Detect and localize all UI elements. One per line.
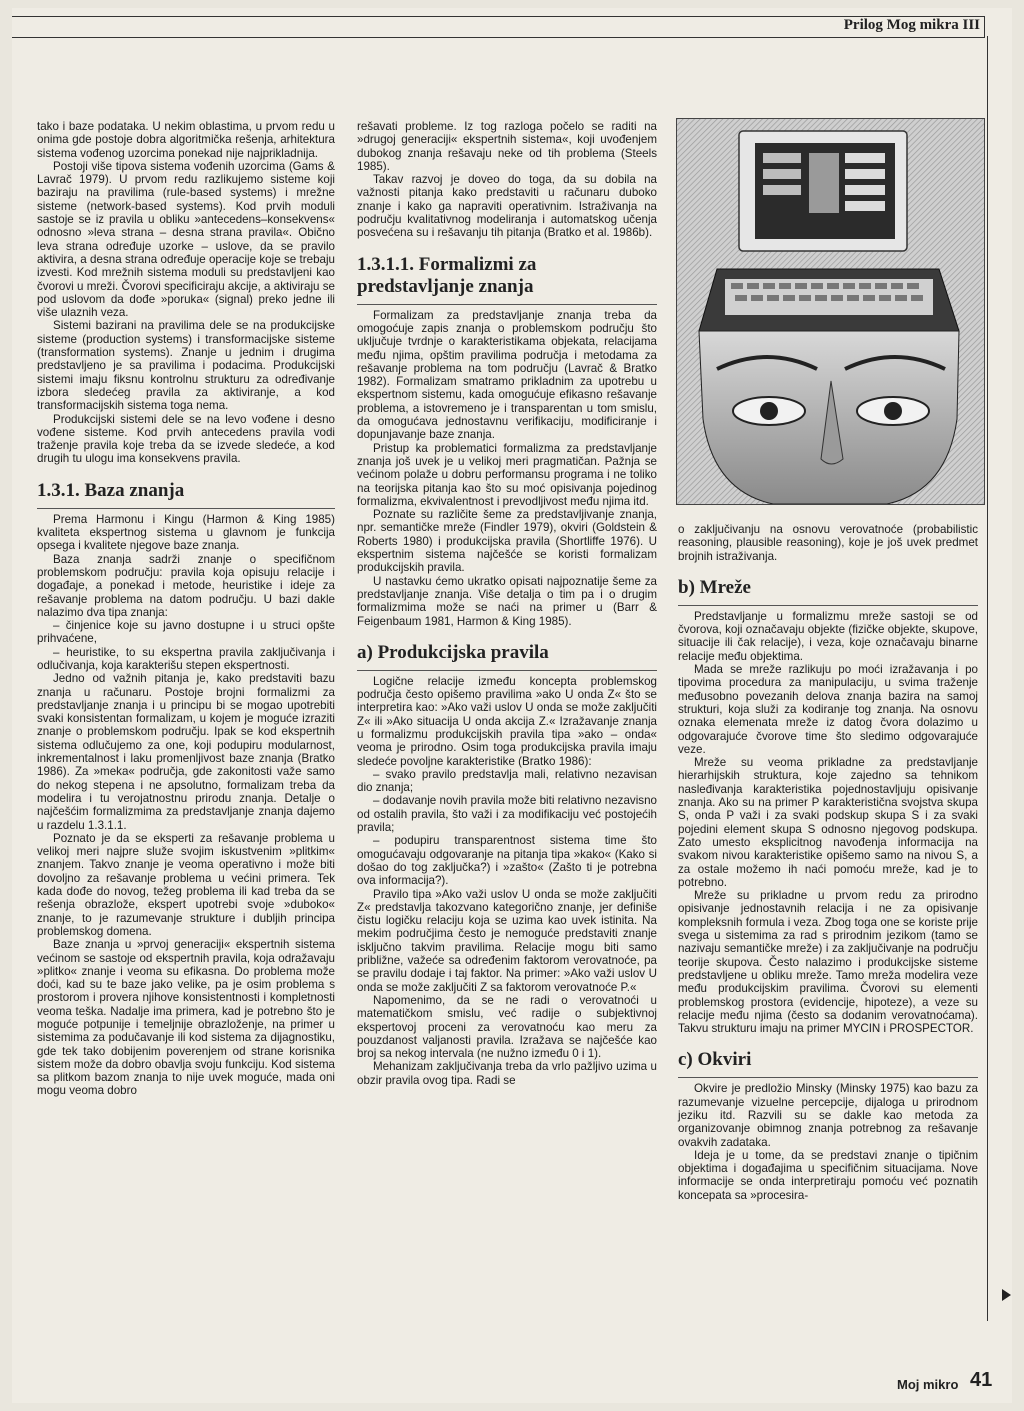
paragraph: Okvire je predložio Minsky (Minsky 1975) kao bazu za razumevanje vizuelne percepcije, dijaloga u prirodnom jeziku itd. Razvili su se dakle kao metoda za organizovanje obimnog znanja potrebnog za rešavanje ovakvih zadataka. (678, 1082, 978, 1149)
paragraph: Napomenimo, da se ne radi o verovatnoći u matematičkom smislu, već radije o subjektivnoj ekspertovoj proceni za verovatnoću kao meru za pouzdanost valjanosti pravila. Izražava se najčešće kao broj sa nekog intervala (ne nužno između 0 i 1). (357, 993, 657, 1061)
paragraph: Formalizam za predstavljanje znanja treba da omogoćuje zapis znanja o problemskom području što uključuje tvrdnje o karakteristikama objekata, relacijama među njima, opštim pravilima područja i metodama za rešavanje problema na tom području (Lavrač & Bratko 1982). Formalizam smatramo prikladnim za upotrebu u ekspertnom sistemu, kada omogućuje efikasno rešavanje problema, a istovremeno je i transparentan u tom smislu, da omogućava jednostavnu verifikaciju, modificiranje i dopunjavanje baze znanja. (357, 308, 657, 442)
paragraph: Predstavljanje u formalizmu mreže sastoji se od čvorova, koji označavaju objekte (fizičke objekte, skupove, situacije ili čak relacije), i veza, koje označavaju binarne relacije među objektima. (678, 609, 978, 663)
side-rule (987, 36, 988, 1321)
paragraph: Prema Harmonu i Kingu (Harmon & King 1985) kvaliteta ekspertnog sistema u glavnom je funkcija opsega i kvalitete njegove baze znanja. (37, 512, 335, 553)
paragraph: Mada se mreže razlikuju po moći izražavanja i po tipovima procedura za manipulaciju, u svima traženje međusobno povezanih delova znanja bazira na samoj strukturi, koja služi za kodiranje tog znanja. Na osnovu oznaka elemenata mreže iz datog čvora dolazimo u odgovarajuće čvorove time što sledimo odgovarajuće veze. (678, 663, 978, 756)
list-item: – dodavanje novih pravila može biti relativno nezavisno od ostalih pravila, što važi i za modifikaciju već postojećih pravila; (357, 794, 657, 835)
paragraph: Takav razvoj je doveo do toga, da su dobila na važnosti pitanja kako predstaviti u računaru duboko znanje i kako ga napraviti operativnim. Istraživanja na području kvalitativnog modeliranja i automatskog učenja posvećena su i rešavanju tih pitanja (Bratko et al. 1986b). (357, 173, 657, 240)
list-item: – svako pravilo predstavlja mali, relativno nezavisan dio znanja; (357, 767, 657, 795)
paragraph: Jedno od važnih pitanja je, kako predstaviti bazu znanja u računaru. Postoje brojni formalizmi za predstavljanje znanja i u principu bi se mogao upotrebiti svaki konsistentan formalizam, u kojem je moguće izraziti znanje o problemskom području. Ipak se kod ekspertnih sistema odlučujemo za one, koji podupiru modularnost, inkrementalnost i laku promenljivost baze znanja (Bratko 1986). Za »meka« područja, gde zakonitosti važe samo do nekog stepena i ne apsolutno, formalizam treba da modelira i tu verojatnostnu prirodu znanja. Detalje o najčešćim formalizmima za predstavljanje znanja dajemo u razdelu 1.3.1.1. (37, 672, 335, 832)
page-number: 41 (970, 1369, 993, 1391)
illustration-svg (677, 119, 984, 504)
continue-arrow-icon (1000, 1288, 1012, 1302)
paragraph: Postoji više tipova sistema vođenih uzorcima (Gams & Lavrač 1979). U prvom redu razlikujemo sisteme koji baziraju na pravilima (rule-based systems) i mrežne sisteme (network-based systems). Kod prvih moduli sastoje se iz pravila u obliku »antecedens–konsekvens« odnosno »leva strana – desna strana pravila«. Obično leva strana određuje uzorke – uslove, da se pravilo aktivira, a desna strana određuje operacije koje se trebaju izvesti. Kod mrežnih sistema moduli su predstavljeni kao čvorovi u mreži. Čvorovi specificiraju akcije, a aktiviraju se pod uslovom da dođe »poruka« (signal) preko jedne ili više ulaznih veza. (37, 159, 335, 320)
footer-brand: Moj mikro (897, 1377, 959, 1392)
paragraph: Baze znanja u »prvoj generaciji« ekspertnih sistema većinom se sastoje od ekspertnih pravila, koja odražavaju »plitko« znanje i veoma su efikasna. Do problema može doći, kad su te baze jako velike, pa je osim problema s prostorom i provera njihove konsistentnosti i kompletnosti veoma teška. Nadalje ima primera, kad je potrebno što je moguće potpunije i temeljnije obrazloženje, na primer u sistemima za podučavanje ili kod sistema za dijagnostiku, gde tek tako dobijenim poverenjem od strane korisnika sistem može da dobro obavlja svoju funkciju. Kod sistema sa plitkom bazom znanja to nije uvek moguće, mada oni mogu veoma dobro (37, 938, 335, 1098)
list-item: – heuristike, to su ekspertna pravila zaključivanja i odlučivanja, koja karakterišu stepen ekspertnosti. (37, 645, 335, 672)
column-1 (37, 120, 335, 1098)
paragraph: tako i baze podataka. U nekim oblastima, u prvom redu u onima gde postoje dobra algoritmička rešenja, arhitektura sistema vođenog uzorcima ponekad nije najprikladnija. (37, 120, 335, 160)
paragraph: Logične relacije između koncepta problemskog područja često opišemo pravilima »ako U onda Z« što se interpretira kao: »Ako važi uslov U onda se može zaključiti Z« ili »Ako situacija U onda akcija Z.« Izražavanje znanja u formalizmu produkcijskih pravila tipa »ako – onda« veoma je prirodno. Osim toga produkcijska pravila imaju sledeće povoljne karakteristike (Bratko 1986): (357, 674, 657, 768)
paragraph: Mehanizam zaključivanja treba da vrlo pažljivo uzima u obzir pravila ovog tipa. Radi se (357, 1060, 657, 1087)
paragraph: rešavati probleme. Iz tog razloga počelo se raditi na »drugoj generaciji« ekspertnih sistema«, koji uvođenjem dubokog znanja rešavaju neke od tih problema (Steels 1985). (357, 120, 657, 173)
paragraph: U nastavku ćemo ukratko opisati najpoznatije šeme za predstavljanje znanja. Više detalja o tim pa i o drugim formalizmima može se naći na primer u (Barr & Feigenbaum 1981, Harmon & King 1985). (357, 574, 657, 628)
paragraph: Poznate su različite šeme za predstavljivanje znanja, npr. semantičke mreže (Findler 1979), okviri (Goldstein & Roberts 1980) i produkcijska pravila (Shortliffe 1976). U ekspertnim sistema najčešće se koristi formalizam produkcijskih pravila. (357, 508, 657, 575)
column-2 (357, 120, 657, 1087)
paragraph: Baza znanja sadrži znanje o specifičnom problemskom području: pravila koja opisuju relacije i događaje, a ponekad i metode, heuristike i ideje za rešavanje problema na datom području. U bazi dakle nalazimo dva tipa znanja: (37, 552, 335, 619)
header-rule (12, 16, 985, 38)
computer-head-illustration (676, 118, 985, 505)
paragraph: Pravilo tipa »Ako važi uslov U onda se može zaključiti Z« predstavlja takozvano kategorično znanje, jer definiše čistu logičku relaciju koja se uzima kao uvek istinita. Na mekim područjima često je nemoguće predstaviti znanje isključno takvim pravilima. Relacije mogu biti samo približne, važeće sa određenim faktorom verovatnoće, pa se pravilu dodaje i taj faktor. Na primer: »Ako važi uslov U onda se može zaključiti Z sa faktorom verovatnoće P.« (357, 887, 657, 994)
section-heading: a) Produkcijska pravila (357, 642, 657, 671)
list-item: – činjenice koje su javno dostupne i u struci opšte prihvaćene, (37, 619, 335, 646)
running-header: Prilog Mog mikra III (843, 17, 980, 33)
column-3 (678, 523, 978, 1202)
section-heading: b) Mreže (678, 577, 978, 606)
paragraph: Mreže su veoma prikladne za predstavljanje hierarhijskih struktura, koje zajedno sa tehnikom nasleđivanja karakteristika pojednostavljuju opisivanje znanja. Ako su na primer P karakteristična svojstva skupa S, onda P važi i za svaki podskup skupa S i za svaki pojedini element skupa S odnosno njegovog podskupa. Zato umesto eksplicitnog navođenja informacija na svakom nivou karakteristike opišemo samo na nivou S, a za ostale možemo ih naći pomoću mreže, kad je to potrebno. (678, 756, 978, 889)
paragraph: o zaključivanju na osnovu verovatnoće (probabilistic reasoning, plausible reasoning), koje je još uvek predmet brojnih istraživanja. (678, 523, 978, 563)
paragraph: Poznato je da se eksperti za rešavanje problema u velikoj meri najpre služe svojim iskustvenim »plitkim« znanjem. Takvo znanje je veoma operativno i može biti dovoljno za rešavanje problema u većini primera. Tek kada dođe do novog, težeg problema ili kad treba da se rešenja obrazlože, ekspert upotrebi svoje »duboko« znanje, to je razumevanje strukture i dubljih principa problemskog domena. (37, 831, 335, 938)
paragraph: Pristup ka problematici formalizma za predstavljanje znanja još uvek je u velikoj meri pragmatičan. Pažnja se većinom polaže u dobru performansu programa i ne toliko na teorijska pitanja kao što su moć opisivanja pojedinog formalizma, ekvivalentnost i prevodljivost među njima itd. (357, 441, 657, 508)
section-heading: 1.3.1. Baza znanja (37, 480, 335, 509)
paragraph: Produkcijski sistemi dele se na levo vođene i desno vođene sisteme. Kod prvih antecedens pravila vodi traženje pravila koje treba da se izvede sledeće, a kod drugih tu ulogu ima konsekvens pravila. (37, 412, 335, 466)
section-heading: 1.3.1.1. Formalizmi za predstavljanje znanja (357, 254, 657, 305)
paragraph: Mreže su prikladne u prvom redu za prirodno opisivanje jednostavnih relacija i ne za opisivanje kompleksnih formula i veza. Zbog toga one se koriste prije svega u sistemima za rad s prirodnim jezikom (tamo se nazivaju semantičke mreže) i za zaključivanje na području teorije skupova. Često nalazimo i produkcijske sisteme predstavljene u obliku mreže. Tamo mreža modelira veze među produkcijskim pravilima. Čvorovi su elementi problemskog prostora (evidencije, hipoteze), a veze su relacije među njima (često sa dodanim verovatnoćama). Takvu strukturu imaju na primer MYCIN i PROSPECTOR. (678, 889, 978, 1036)
section-heading: c) Okviri (678, 1049, 978, 1078)
paragraph: Sistemi bazirani na pravilima dele se na produkcijske sisteme (production systems) i transformacijske sisteme (transformation systems). Znanje u jednim i drugima predstavljeno je sa pravilima i podacima. Produkcijski sistemi imaju fiksnu kontrolnu strukturu za određivanje izbora sledećeg pravila za aktiviranje, a kod transformacijskih sistema toga nema. (37, 319, 335, 413)
paragraph: Ideja je u tome, da se predstavi znanje o tipičnim objektima i događajima u specifičnim situacijama. Nove informacije se onda interpretiraju pomoću već poznatih koncepata sa »procesira- (678, 1148, 978, 1202)
list-item: – podupiru transparentnost sistema time što omogućavaju odgovaranje na pitanja tipa »kako« (Kako si došao do tog zaključka?) i »zašto« (Zašto ti je potrebna ova informacija?). (357, 834, 657, 888)
